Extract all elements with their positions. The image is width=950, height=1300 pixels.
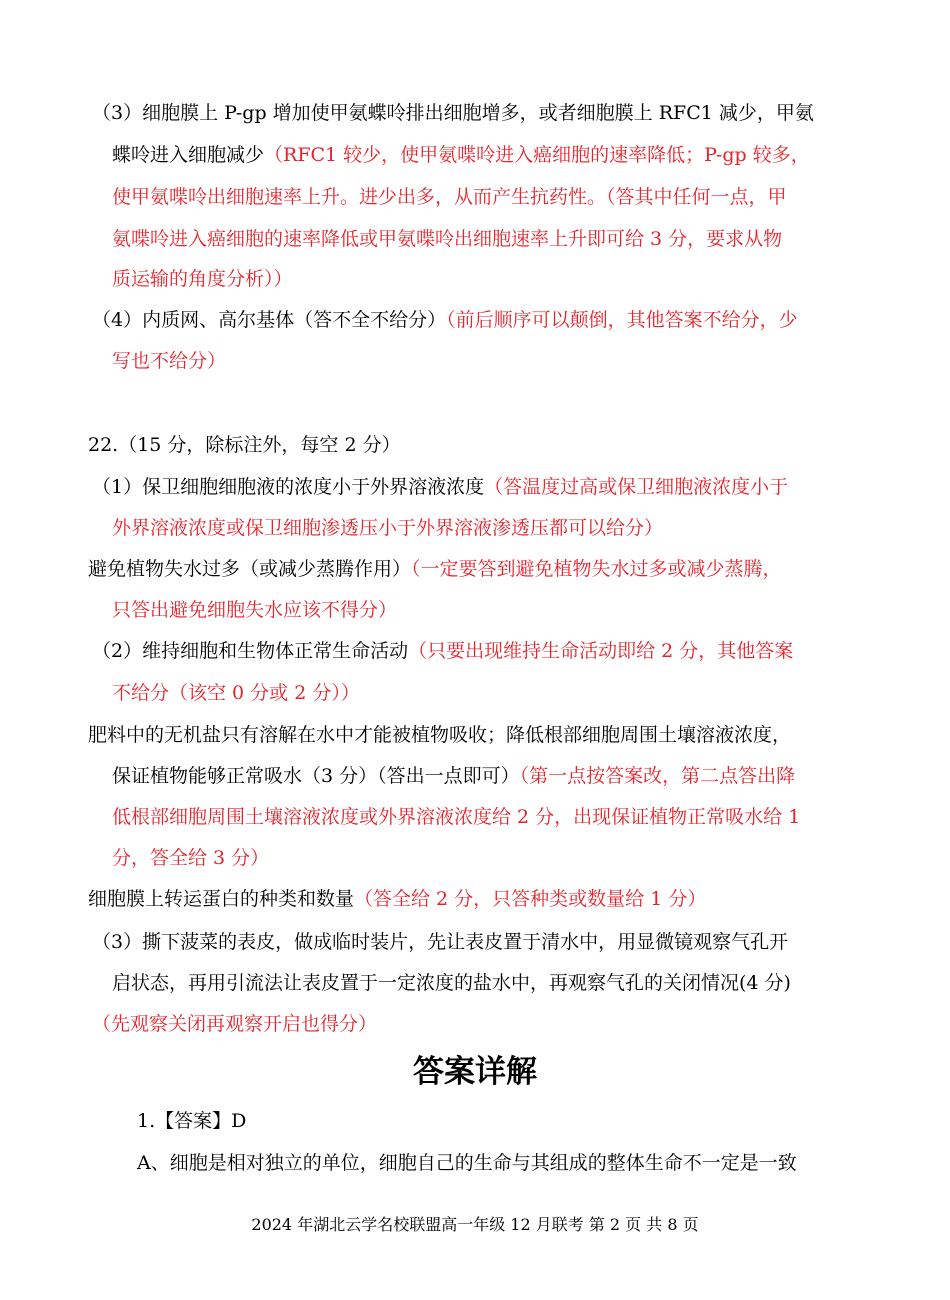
section-title: 答案详解 bbox=[413, 1054, 537, 1090]
answer-line: 低根部细胞周围土壤溶液浓度或外界溶液浓度给 2 分，出现保证植物正常吸水给 1 bbox=[112, 806, 801, 828]
answer-line: （先观察关闭再观察开启也得分） bbox=[92, 1013, 378, 1035]
answer-line: 分，答全给 3 分） bbox=[112, 847, 270, 869]
page-footer: 2024 年湖北云学名校联盟高一年级 12 月联考 第 2 页 共 8 页 bbox=[251, 1215, 699, 1234]
answer-line: 外界溶液浓度或保卫细胞渗透压小于外界溶液渗透压都可以给分） bbox=[112, 517, 664, 539]
answer-line: 保证植物能够正常吸水（3 分）（答出一点即可）（第一点按答案改，第二点答出降 bbox=[112, 765, 796, 787]
answer-line: 启状态，再用引流法让表皮置于一定浓度的盐水中，再观察气孔的关闭情况(4 分) bbox=[112, 972, 791, 994]
answer-line: （3）细胞膜上 P-gp 增加使甲氨蝶呤排出细胞增多，或者细胞膜上 RFC1 减少，甲氨 bbox=[92, 102, 814, 124]
answer-line: （4）内质网、高尔基体（答不全不给分）（前后顺序可以颠倒，其他答案不给分，少 bbox=[92, 309, 798, 331]
answer-line: 氨喋呤进入癌细胞的速率降低或甲氨喋呤出细胞速率上升即可给 3 分，要求从物 bbox=[112, 228, 783, 250]
answer-line: 蝶呤进入细胞减少（RFC1 较少，使甲氨喋呤进入癌细胞的速率降低；P-gp 较多， bbox=[112, 144, 810, 166]
answer-line: 写也不给分） bbox=[112, 350, 227, 372]
question-header: 22.（15 分，除标注外，每空 2 分） bbox=[88, 434, 401, 456]
answer-line: 肥料中的无机盐只有溶解在水中才能被植物吸收；降低根部细胞周围土壤溶液浓度， bbox=[88, 724, 792, 746]
answer-line: （3）撕下菠菜的表皮，做成临时装片，先让表皮置于清水中，用显微镜观察气孔开 bbox=[92, 931, 789, 953]
answer-line: （2）维持细胞和生物体正常生命活动（只要出现维持生命活动即给 2 分，其他答案 bbox=[92, 640, 794, 662]
answer-line: 使甲氨喋呤出细胞速率上升。进少出多，从而产生抗药性。（答其中任何一点，甲 bbox=[112, 186, 787, 208]
answer-line: （1）保卫细胞细胞液的浓度小于外界溶液浓度（答温度过高或保卫细胞液浓度小于 bbox=[92, 476, 789, 498]
answer-line: 只答出避免细胞失水应该不得分） bbox=[112, 599, 398, 621]
answer-line: 质运输的角度分析）） bbox=[112, 268, 293, 290]
detail-line: 1.【答案】D bbox=[137, 1110, 247, 1132]
answer-line: 不给分（该空 0 分或 2 分）） bbox=[112, 682, 360, 704]
detail-line: A、细胞是相对独立的单位，细胞自己的生命与其组成的整体生命不一定是一致 bbox=[137, 1152, 797, 1174]
answer-line: 细胞膜上转运蛋白的种类和数量（答全给 2 分，只答种类或数量给 1 分） bbox=[88, 888, 707, 910]
answer-line: 避免植物失水过多（或减少蒸腾作用）（一定要答到避免植物失水过多或减少蒸腾， bbox=[88, 558, 782, 580]
